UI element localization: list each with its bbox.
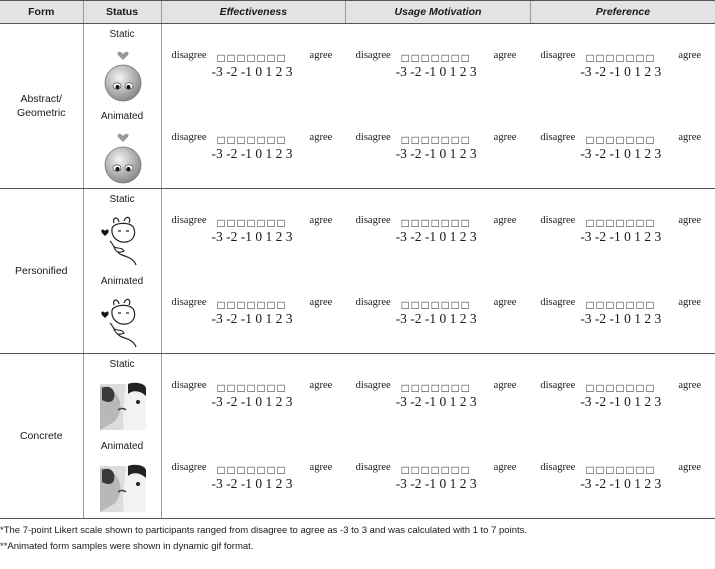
scale-cell-effectiveness xyxy=(162,189,346,271)
likert-box: □ xyxy=(586,216,594,230)
scale-numbers: -3 -2 -1 0 1 2 3 xyxy=(211,146,293,161)
likert-box: □ xyxy=(636,216,644,230)
likert-box: □ xyxy=(451,381,459,395)
likert-scale xyxy=(172,380,342,414)
rabbit-heart-icon xyxy=(100,207,146,267)
agree-label: agree xyxy=(678,380,702,391)
status-block xyxy=(84,436,161,518)
likert-box: □ xyxy=(227,298,235,312)
likert-box: □ xyxy=(616,463,624,477)
likert-scale xyxy=(356,380,526,414)
likert-box: □ xyxy=(606,216,614,230)
scale-cell-usage-motivation xyxy=(346,189,531,271)
likert-box: □ xyxy=(596,216,604,230)
scale-cell-usage-motivation xyxy=(346,354,531,436)
scale-cell-preference xyxy=(530,354,715,436)
metric-cell-preference xyxy=(530,354,715,519)
likert-box: □ xyxy=(411,298,419,312)
likert-box: □ xyxy=(596,381,604,395)
likert-box: □ xyxy=(606,51,614,65)
disagree-label: disagree xyxy=(171,297,207,308)
likert-box: □ xyxy=(411,51,419,65)
agree-label: agree xyxy=(309,297,333,308)
likert-box: □ xyxy=(227,381,235,395)
disagree-label: disagree xyxy=(540,297,576,308)
likert-box: □ xyxy=(401,463,409,477)
footnote-animated: **Animated form samples were shown in dynamic gif format. xyxy=(0,541,254,552)
likert-box: □ xyxy=(257,463,265,477)
scale-numbers: -3 -2 -1 0 1 2 3 xyxy=(580,394,662,409)
disagree-label: disagree xyxy=(540,462,576,473)
likert-box: □ xyxy=(401,216,409,230)
metric-cell-preference xyxy=(530,189,715,354)
header-usage-motivation: Usage Motivation xyxy=(346,1,531,24)
likert-box: □ xyxy=(646,463,654,477)
likert-box: □ xyxy=(461,298,469,312)
scale-numbers: -3 -2 -1 0 1 2 3 xyxy=(395,229,477,244)
likert-box: □ xyxy=(277,133,285,147)
likert-box: □ xyxy=(461,381,469,395)
scale-numbers: -3 -2 -1 0 1 2 3 xyxy=(211,229,293,244)
likert-box: □ xyxy=(257,51,265,65)
likert-scale xyxy=(540,380,710,414)
likert-scale xyxy=(172,132,342,166)
agree-label: agree xyxy=(678,297,702,308)
scale-numbers: -3 -2 -1 0 1 2 3 xyxy=(395,394,477,409)
likert-box: □ xyxy=(441,381,449,395)
scale-cell-preference xyxy=(530,106,715,188)
status-label: Animated xyxy=(100,441,144,452)
agree-label: agree xyxy=(493,132,517,143)
scale-cell-preference xyxy=(530,24,715,106)
likert-box: □ xyxy=(257,381,265,395)
form-name-cell xyxy=(0,189,83,354)
likert-box: □ xyxy=(451,51,459,65)
likert-box: □ xyxy=(461,133,469,147)
likert-box: □ xyxy=(217,298,225,312)
likert-box: □ xyxy=(626,381,634,395)
likert-box: □ xyxy=(626,463,634,477)
agree-label: agree xyxy=(309,462,333,473)
status-block xyxy=(84,354,161,436)
form-group-row xyxy=(0,24,715,189)
likert-box: □ xyxy=(411,133,419,147)
agree-label: agree xyxy=(309,380,333,391)
likert-box: □ xyxy=(217,381,225,395)
likert-scale xyxy=(540,132,710,166)
scale-cell-usage-motivation xyxy=(346,436,531,518)
form-name-line1: Abstract/ xyxy=(20,93,62,105)
form-name-cell xyxy=(0,354,83,519)
likert-box: □ xyxy=(636,463,644,477)
likert-box: □ xyxy=(401,381,409,395)
agree-label: agree xyxy=(678,462,702,473)
likert-box: □ xyxy=(461,463,469,477)
likert-box: □ xyxy=(451,216,459,230)
scale-numbers: -3 -2 -1 0 1 2 3 xyxy=(395,476,477,491)
status-label: Animated xyxy=(100,276,144,287)
likert-scale xyxy=(540,462,710,496)
likert-box: □ xyxy=(237,133,245,147)
likert-box: □ xyxy=(247,298,255,312)
likert-box: □ xyxy=(431,51,439,65)
likert-scale xyxy=(356,132,526,166)
disagree-label: disagree xyxy=(355,297,391,308)
likert-scale xyxy=(540,215,710,249)
scale-numbers: -3 -2 -1 0 1 2 3 xyxy=(211,394,293,409)
likert-box: □ xyxy=(227,463,235,477)
scale-numbers: -3 -2 -1 0 1 2 3 xyxy=(395,311,477,326)
likert-box: □ xyxy=(267,133,275,147)
status-cell xyxy=(83,24,161,189)
scale-numbers: -3 -2 -1 0 1 2 3 xyxy=(580,229,662,244)
likert-box: □ xyxy=(401,298,409,312)
likert-scale xyxy=(356,50,526,84)
agree-label: agree xyxy=(493,462,517,473)
agree-label: agree xyxy=(309,50,333,61)
likert-box: □ xyxy=(441,51,449,65)
likert-scale xyxy=(172,297,342,331)
agree-label: agree xyxy=(493,297,517,308)
scale-cell-preference xyxy=(530,271,715,353)
header-effectiveness: Effectiveness xyxy=(161,1,346,24)
disagree-label: disagree xyxy=(540,50,576,61)
scale-cell-usage-motivation xyxy=(346,271,531,353)
likert-box: □ xyxy=(636,51,644,65)
likert-box: □ xyxy=(586,381,594,395)
likert-box: □ xyxy=(596,463,604,477)
likert-box: □ xyxy=(237,381,245,395)
likert-box: □ xyxy=(461,51,469,65)
header-preference: Preference xyxy=(530,1,715,24)
likert-box: □ xyxy=(431,381,439,395)
form-name-cell xyxy=(0,24,83,189)
disagree-label: disagree xyxy=(171,50,207,61)
likert-box: □ xyxy=(596,133,604,147)
likert-scale xyxy=(540,297,710,331)
likert-box: □ xyxy=(451,133,459,147)
likert-box: □ xyxy=(606,133,614,147)
likert-box: □ xyxy=(401,51,409,65)
disagree-label: disagree xyxy=(355,215,391,226)
disagree-label: disagree xyxy=(540,215,576,226)
smiley-heart-icon xyxy=(100,124,146,184)
agree-label: agree xyxy=(678,132,702,143)
likert-box: □ xyxy=(247,133,255,147)
metric-cell-effectiveness xyxy=(161,354,346,519)
likert-box: □ xyxy=(646,298,654,312)
likert-box: □ xyxy=(431,298,439,312)
scale-numbers: -3 -2 -1 0 1 2 3 xyxy=(580,64,662,79)
likert-box: □ xyxy=(237,51,245,65)
likert-box: □ xyxy=(616,133,624,147)
scale-cell-effectiveness xyxy=(162,24,346,106)
likert-box: □ xyxy=(257,298,265,312)
likert-box: □ xyxy=(267,216,275,230)
header-form: Form xyxy=(0,1,83,24)
likert-box: □ xyxy=(217,133,225,147)
likert-box: □ xyxy=(636,298,644,312)
scale-numbers: -3 -2 -1 0 1 2 3 xyxy=(580,311,662,326)
likert-box: □ xyxy=(626,133,634,147)
likert-box: □ xyxy=(441,133,449,147)
likert-box: □ xyxy=(636,381,644,395)
likert-box: □ xyxy=(277,216,285,230)
footnotes xyxy=(0,523,527,555)
likert-box: □ xyxy=(247,216,255,230)
likert-box: □ xyxy=(646,133,654,147)
disagree-label: disagree xyxy=(540,132,576,143)
likert-box: □ xyxy=(227,51,235,65)
status-block xyxy=(84,271,161,353)
form-name-line1: Personified xyxy=(14,265,68,277)
metric-cell-effectiveness xyxy=(161,24,346,189)
likert-box: □ xyxy=(596,298,604,312)
likert-box: □ xyxy=(247,51,255,65)
likert-scale xyxy=(172,462,342,496)
agree-label: agree xyxy=(493,380,517,391)
form-group-row xyxy=(0,354,715,519)
likert-box: □ xyxy=(451,463,459,477)
likert-scale xyxy=(356,462,526,496)
likert-box: □ xyxy=(421,133,429,147)
metric-cell-usage-motivation xyxy=(346,354,531,519)
form-name-line2: Geometric xyxy=(17,107,66,119)
likert-scale xyxy=(172,215,342,249)
likert-box: □ xyxy=(431,463,439,477)
agree-label: agree xyxy=(309,132,333,143)
likert-scale xyxy=(356,297,526,331)
smiley-heart-icon xyxy=(100,42,146,102)
likert-box: □ xyxy=(636,133,644,147)
scale-cell-effectiveness xyxy=(162,436,346,518)
likert-box: □ xyxy=(237,463,245,477)
likert-box: □ xyxy=(411,463,419,477)
agree-label: agree xyxy=(493,50,517,61)
agree-label: agree xyxy=(493,215,517,226)
likert-box: □ xyxy=(277,463,285,477)
status-label: Static xyxy=(109,359,135,370)
scale-cell-effectiveness xyxy=(162,106,346,188)
likert-scale xyxy=(356,215,526,249)
metric-cell-preference xyxy=(530,24,715,189)
likert-box: □ xyxy=(431,216,439,230)
scale-numbers: -3 -2 -1 0 1 2 3 xyxy=(395,64,477,79)
scale-numbers: -3 -2 -1 0 1 2 3 xyxy=(211,64,293,79)
scale-numbers: -3 -2 -1 0 1 2 3 xyxy=(580,476,662,491)
header-row xyxy=(0,1,715,24)
disagree-label: disagree xyxy=(171,380,207,391)
status-label: Static xyxy=(109,194,135,205)
likert-box: □ xyxy=(421,51,429,65)
likert-box: □ xyxy=(586,298,594,312)
likert-box: □ xyxy=(421,381,429,395)
scale-cell-preference xyxy=(530,436,715,518)
likert-box: □ xyxy=(217,463,225,477)
likert-box: □ xyxy=(616,381,624,395)
disagree-label: disagree xyxy=(355,462,391,473)
likert-box: □ xyxy=(277,381,285,395)
likert-box: □ xyxy=(586,51,594,65)
likert-box: □ xyxy=(586,463,594,477)
scale-numbers: -3 -2 -1 0 1 2 3 xyxy=(211,476,293,491)
likert-box: □ xyxy=(227,216,235,230)
scale-cell-usage-motivation xyxy=(346,106,531,188)
status-block xyxy=(84,189,161,271)
likert-box: □ xyxy=(267,463,275,477)
metric-cell-usage-motivation xyxy=(346,189,531,354)
likert-box: □ xyxy=(451,298,459,312)
likert-box: □ xyxy=(616,216,624,230)
form-group-row xyxy=(0,189,715,354)
status-cell xyxy=(83,189,161,354)
disagree-label: disagree xyxy=(355,50,391,61)
likert-box: □ xyxy=(217,51,225,65)
likert-box: □ xyxy=(247,381,255,395)
likert-box: □ xyxy=(596,51,604,65)
likert-box: □ xyxy=(237,216,245,230)
likert-box: □ xyxy=(606,463,614,477)
likert-box: □ xyxy=(421,298,429,312)
likert-box: □ xyxy=(441,298,449,312)
likert-box: □ xyxy=(626,216,634,230)
likert-box: □ xyxy=(421,216,429,230)
likert-box: □ xyxy=(257,216,265,230)
scale-cell-preference xyxy=(530,189,715,271)
likert-box: □ xyxy=(227,133,235,147)
likert-box: □ xyxy=(401,133,409,147)
disagree-label: disagree xyxy=(171,132,207,143)
likert-box: □ xyxy=(247,463,255,477)
likert-box: □ xyxy=(626,51,634,65)
agree-label: agree xyxy=(309,215,333,226)
scale-cell-usage-motivation xyxy=(346,24,531,106)
likert-box: □ xyxy=(606,298,614,312)
scale-cell-effectiveness xyxy=(162,271,346,353)
likert-box: □ xyxy=(586,133,594,147)
rabbit-heart-icon xyxy=(100,289,146,349)
likert-box: □ xyxy=(277,298,285,312)
kiss-photo-icon xyxy=(100,454,146,514)
likert-box: □ xyxy=(277,51,285,65)
footnote-likert: *The 7-point Likert scale shown to participants ranged from disagree to agree as -3 to 3 and was calculated with 1 to 7 points. xyxy=(0,525,528,536)
metric-cell-effectiveness xyxy=(161,189,346,354)
scale-numbers: -3 -2 -1 0 1 2 3 xyxy=(395,146,477,161)
metric-cell-usage-motivation xyxy=(346,24,531,189)
header-status: Status xyxy=(83,1,161,24)
likert-box: □ xyxy=(616,51,624,65)
likert-box: □ xyxy=(461,216,469,230)
likert-box: □ xyxy=(217,216,225,230)
agree-label: agree xyxy=(678,50,702,61)
likert-box: □ xyxy=(441,216,449,230)
likert-box: □ xyxy=(257,133,265,147)
form-name-line1: Concrete xyxy=(19,430,63,442)
likert-box: □ xyxy=(626,298,634,312)
scale-numbers: -3 -2 -1 0 1 2 3 xyxy=(211,311,293,326)
likert-box: □ xyxy=(267,381,275,395)
disagree-label: disagree xyxy=(540,380,576,391)
likert-box: □ xyxy=(237,298,245,312)
likert-box: □ xyxy=(441,463,449,477)
agree-label: agree xyxy=(678,215,702,226)
likert-box: □ xyxy=(411,216,419,230)
likert-scale xyxy=(172,50,342,84)
status-block xyxy=(84,106,161,188)
scale-cell-effectiveness xyxy=(162,354,346,436)
likert-box: □ xyxy=(267,51,275,65)
kiss-photo-icon xyxy=(100,372,146,432)
likert-box: □ xyxy=(431,133,439,147)
status-block xyxy=(84,24,161,106)
disagree-label: disagree xyxy=(171,462,207,473)
likert-box: □ xyxy=(646,216,654,230)
likert-box: □ xyxy=(616,298,624,312)
likert-box: □ xyxy=(421,463,429,477)
likert-scale xyxy=(540,50,710,84)
likert-box: □ xyxy=(606,381,614,395)
likert-box: □ xyxy=(646,51,654,65)
status-label: Animated xyxy=(100,111,144,122)
status-cell xyxy=(83,354,161,519)
scale-numbers: -3 -2 -1 0 1 2 3 xyxy=(580,146,662,161)
likert-box: □ xyxy=(267,298,275,312)
status-label: Static xyxy=(109,29,135,40)
disagree-label: disagree xyxy=(171,215,207,226)
likert-box: □ xyxy=(646,381,654,395)
disagree-label: disagree xyxy=(355,380,391,391)
disagree-label: disagree xyxy=(355,132,391,143)
likert-box: □ xyxy=(411,381,419,395)
